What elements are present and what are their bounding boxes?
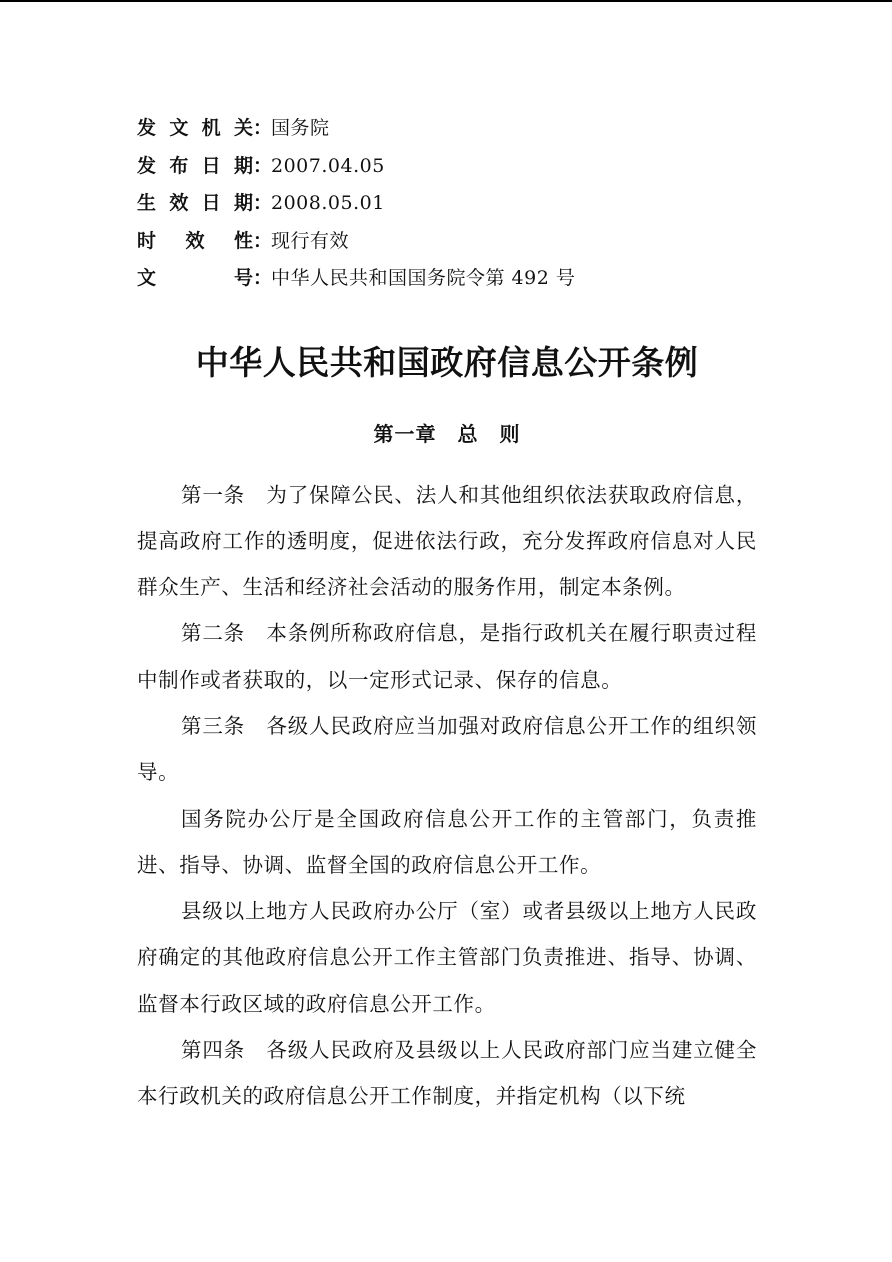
meta-colon: ： [253,117,273,139]
meta-value-issuer: 国务院 [271,117,330,139]
metadata-block [137,110,757,298]
top-border-line [0,0,892,2]
meta-row-document-number [137,260,757,298]
meta-colon: ： [253,192,273,214]
meta-label-issuer: 发文机关 [137,117,253,139]
meta-value-effective-date: 2008.05.01 [271,192,385,214]
meta-label-publish-date: 发布日期 [137,154,253,177]
article-number: 第四条 [181,1038,267,1063]
clause-paragraph [137,888,757,1027]
meta-colon: ： [253,154,273,177]
article-number: 第二条 [181,621,267,646]
meta-label-effective-date: 生效日期 [137,192,253,214]
article-number: 第一条 [181,482,267,507]
meta-row-validity [137,223,757,261]
meta-value-validity: 现行有效 [271,229,350,252]
paragraph-text: 本条例所称政府信息，是指行政机关在履行职责过程中制作或者获取的，以一定形式记录、保存的信息。 [137,621,757,692]
meta-colon: ： [253,267,273,289]
paragraph-text: 各级人民政府应当加强对政府信息公开工作的组织领导。 [137,713,757,785]
clause-paragraph [137,796,757,889]
article-paragraph [137,1027,757,1120]
article-number: 第三条 [181,713,267,738]
document-body [137,472,757,1120]
chapter-heading: 第一章 总 则 [373,421,521,446]
paragraph-text: 国务院办公厅是全国政府信息公开工作的主管部门，负责推进、指导、协调、监督全国的政府信息公开工作。 [137,806,757,877]
article-paragraph [137,472,757,611]
meta-row-publish-date [137,148,757,186]
article-paragraph [137,610,757,703]
article-paragraph [137,703,757,796]
meta-row-issuer [137,110,757,148]
paragraph-text: 为了保障公民、法人和其他组织依法获取政府信息，提高政府工作的透明度，促进依法行政，充分发挥政府信息对人民群众生产、生活和经济社会活动的服务作用，制定本条例。 [137,482,757,600]
meta-colon: ： [253,229,273,252]
meta-value-publish-date: 2007.04.05 [271,154,385,177]
meta-value-document-number: 中华人民共和国国务院令第 492 号 [271,267,576,289]
meta-row-effective-date [137,185,757,223]
paragraph-text: 各级人民政府及县级以上人民政府部门应当建立健全本行政机关的政府信息公开工作制度，并指定机构（以下统 [137,1038,757,1109]
document-page [137,110,757,1120]
meta-label-document-number: 文号 [137,267,253,289]
document-title: 中华人民共和国政府信息公开条例 [195,342,699,382]
meta-label-validity: 时效性 [137,229,253,252]
paragraph-text: 县级以上地方人民政府办公厅（室）或者县级以上地方人民政府确定的其他政府信息公开工作主管部门负责推进、指导、协调、监督本行政区域的政府信息公开工作。 [137,899,757,1016]
